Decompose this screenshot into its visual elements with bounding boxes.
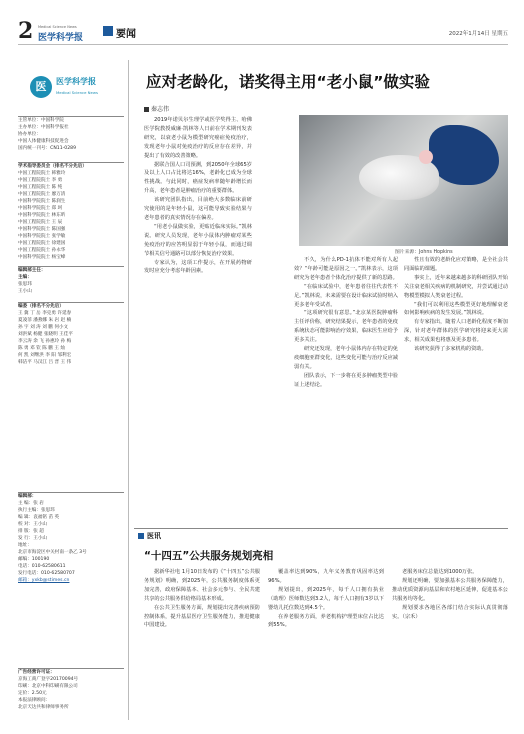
paragraph: 该研究团队指出，目前绝大多数临床前研究使用的是年轻小鼠，这可能导致实验结果与老年患者的真实情况存在偏差。 <box>144 197 252 221</box>
advisor: 中国科学院院士 张学敏 <box>18 234 66 239</box>
masthead-info <box>18 116 124 152</box>
article-column-2 <box>294 256 398 526</box>
committee-row: 何 凯 刘继洪 李 阳 邹利宏 <box>18 353 72 358</box>
masthead-cn: 医学科学报 <box>38 33 84 43</box>
paragraph: 性且有效的老龄化应对策略，是全社会共同面临的课题。 <box>404 257 508 272</box>
advisor: 中国科学院院士 林东昕 <box>18 213 66 218</box>
advisory-committee <box>18 162 124 261</box>
masthead <box>38 25 98 43</box>
news-marker-icon <box>138 533 144 539</box>
logo-en: Medical Science News <box>56 90 98 95</box>
logo-cn: 医学科学报 <box>56 77 96 86</box>
paragraph: 不久，为什么PD-1抗体不能对所有人起效？“年龄可能是原因之一。”凯林表示，这项研究为老年患者个体化治疗提供了新的思路。 <box>294 257 398 281</box>
advisor: 中国工程院院士 徐建国 <box>18 241 66 246</box>
print-info <box>18 668 124 711</box>
column-divider <box>128 60 129 720</box>
committee-row: 王 冀 丁 岳 李克勇 许延春 <box>18 311 72 316</box>
paragraph: 规划还明确，要加强基本公共服务保障能力，推动优质资源向基层和农村地区延伸，促进基本公共服务均等化。 <box>392 577 508 602</box>
advisory-heading: 学术指导委员会（排名不分先后） <box>18 164 87 169</box>
advisor: 中国科学院院士 陈润生 <box>18 199 66 204</box>
committee-row: 李云涛 余 飞 孙惠玲 孙 梅 <box>18 339 72 344</box>
advisor: 中国工程院院士 韩雅玲 <box>18 171 66 176</box>
contact-line: 发 行：王小山 <box>18 536 48 541</box>
chief-editor: 王小山 <box>18 289 32 294</box>
paragraph: “我们可以利用这些模型更好地理解衰老如何影响疾病的发生发展。”凯林说。 <box>404 301 508 317</box>
author-name: 秦志伟 <box>151 106 170 113</box>
advisor: 中国工程院院士 陈 纯 <box>18 185 63 190</box>
paragraph: 团队表示，下一步将在更多肿瘤类型中验证上述结论。 <box>294 372 398 388</box>
print-line: 本报法律顾问： <box>18 698 51 703</box>
print-line: 京海工商广登字20170094号 <box>18 677 79 682</box>
paragraph: 有专家指出，随着人口老龄化程度不断加深，针对老年群体的医学研究将迎来更大需求，相关成果也将惠及更多患者。 <box>404 319 508 344</box>
chief-editor: 张思玮 <box>18 282 32 287</box>
news-section-label: 医讯 <box>147 532 161 540</box>
news-column-2 <box>268 568 384 728</box>
chief-editor-heading: 主编： <box>18 275 32 280</box>
photo-caption: 图片来源：Johns Hopkins <box>395 250 453 255</box>
paragraph: 事实上，近年来越来越多的科研团队开始关注衰老相关疾病的机制研究，并尝试通过动物模型模拟人类衰老过程。 <box>404 274 508 299</box>
contact-line: 执行主编：张思玮 <box>18 508 55 513</box>
main-content <box>134 48 508 728</box>
advisor: 中国工程院院士 王 辰 <box>18 220 63 225</box>
print-line: 北京天达共和律师事务所 <box>18 705 69 710</box>
mouse-ear <box>419 150 433 164</box>
print-heading: 广告经营许可证： <box>18 670 55 675</box>
committee-row: 韩洁平 马汉江 吕 晋 王 伟 <box>18 360 72 365</box>
contact-line: 主 编：张 岩 <box>18 501 44 506</box>
editorial-heading: 编辑部主任： <box>18 268 46 273</box>
paragraph: “这项研究很有意思。”北京某医院肿瘤科主任评价称，研究结果提示，老年患者的免疫系统状态可能影响治疗效果，临床医生应给予更多关注。 <box>294 310 398 344</box>
committee-heading: 编委（排名不分先后） <box>18 304 64 309</box>
article-byline <box>144 104 169 113</box>
paragraph: 在公共卫生服务方面，规划提出完善疾病预防控制体系，提升基层医疗卫生服务能力，推进健康中国建设。 <box>144 604 260 629</box>
issue-date: 2022年1月14日 星期五 <box>448 31 508 37</box>
contacts-heading: 编辑部： <box>18 494 37 499</box>
paragraph: “在临床试验中，老年患者往往代表性不足。”凯林说，未来需要在设计临床试验时纳入更多老年受试者。 <box>294 283 398 308</box>
article-column-3 <box>404 256 508 526</box>
advisor: 中国科学院院士 杨宝峰 <box>18 255 66 260</box>
contact-line: 电话：010-62580611 <box>18 564 66 569</box>
paragraph: 2019年诺贝尔生理学或医学奖得主、哈佛医学院教授威廉·凯林等人日前在学术期刊发表研究，以衰老小鼠为模型研究癌症免疫治疗，发现老年小鼠对免疫治疗的反应存在差异，并提出了有效的改善策略。 <box>144 117 252 159</box>
contact-line: 发行电话：010-62580707 <box>18 571 75 576</box>
section-marker-icon <box>103 26 113 36</box>
masthead-en: Medical Science News <box>38 25 77 29</box>
logo-icon: 医 <box>30 76 52 98</box>
editorial-dept <box>18 266 124 295</box>
contact-line: 编 辑：袁福铭 苗 英 <box>18 515 60 520</box>
advisor: 中国科学院院士 郑 珂 <box>18 206 63 211</box>
editorial-committee <box>18 302 124 366</box>
info-line: 主管单位：中国科学院 <box>18 118 64 123</box>
info-line: 主办单位：中国科学报社 <box>18 125 69 130</box>
paragraph: 覆盖率达到90%，九年义务教育巩固率达到96%。 <box>268 569 384 584</box>
page-header <box>18 18 508 45</box>
advisor: 中国科学院院士 陈国强 <box>18 227 66 232</box>
news-section-tag <box>138 531 161 541</box>
gloved-hand <box>429 125 499 185</box>
article-column-1 <box>144 116 252 526</box>
contact-info <box>18 492 124 584</box>
article-title: 应对老龄化，诺奖得主用“老小鼠”做实验 <box>146 73 430 91</box>
contact-line: 北京市海淀区中关村南一条乙 3号 <box>18 550 87 555</box>
committee-row: 夏凌菲 潘燕娜 朱 岩 赵 楠 <box>18 318 72 323</box>
paragraph: 规划要求各地区各部门结合实际认真贯彻落实。（宗禾） <box>392 604 508 620</box>
article-photo-lab-mouse <box>299 115 508 246</box>
paragraph: 专家认为，这项工作提示，在开展药物研发时应充分考虑年龄因素。 <box>144 259 252 275</box>
paragraph: 据新华社电 1月10日发布的《“十四五”公共服务规划》明确，到2025年，公共服务制度体系更加完善，政府保障基本、社会多元参与、全民共建共享的公共服务供给格局基本形成。 <box>144 569 260 602</box>
print-line: 印刷：北京中科印刷有限公司 <box>18 684 78 689</box>
info-line: 中国人体健康科技促进会 <box>18 139 69 144</box>
news-section-bar <box>134 528 508 541</box>
news-column-1 <box>144 568 260 728</box>
contact-line: 邮编：100190 <box>18 557 50 562</box>
paragraph: 规划提出，到2025年，每千人口拥有执业（助理）医师数达到3.2人，每千人口拥有3岁以下婴幼儿托位数达到4.5个。 <box>268 586 384 611</box>
contact-line: 地址： <box>18 543 32 548</box>
news-title: “十四五”公共服务规划亮相 <box>144 550 274 562</box>
advisor: 中国工程院院士 廖万清 <box>18 192 66 197</box>
committee-row: 陈 勇 邓 钦 陈 鹏 王 灿 <box>18 346 65 351</box>
contact-line: 校 对：王小山 <box>18 522 48 527</box>
print-line: 定价：2.50元 <box>18 691 47 696</box>
page-number: 2 <box>18 18 34 44</box>
contact-email[interactable]: 邮箱：yxkb@stimes.cn <box>18 578 70 583</box>
section-title: 要闻 <box>116 29 136 40</box>
info-line: 国内统一刊号：CN11-0289 <box>18 146 76 151</box>
committee-row: 孙 宇 刘 涛 刘 鹏 何小文 <box>18 325 69 330</box>
paragraph: 在养老服务方面，养老机构护理型床位占比达到55%。 <box>268 613 384 629</box>
paragraph: 老服务床位总量达到1000万张。 <box>402 569 478 575</box>
sidebar <box>18 70 124 720</box>
news-column-3 <box>392 568 508 728</box>
info-line: 协办单位： <box>18 132 41 137</box>
advisor: 中国工程院院士 孙永华 <box>18 248 66 253</box>
committee-row: 刘洪斌 杨健 张晓明 王佳平 <box>18 332 73 337</box>
newspaper-logo <box>18 70 124 112</box>
contact-line: 排 版：张 超 <box>18 529 44 534</box>
paragraph: 研究还发现，老年小鼠体内存在特定的免疫细胞亚群变化，这些变化可能与治疗反应减弱有关。 <box>294 346 398 370</box>
paragraph: 该研究获得了多家机构的资助。 <box>414 346 487 353</box>
paragraph: “用老小鼠做实验，更贴近临床实际。”凯林说。研究人员发现，老年小鼠体内肿瘤对某些免疫治疗的应答明显弱于年轻小鼠，而通过调节相关信号通路可以部分恢复治疗效果。 <box>144 223 252 257</box>
paragraph: 据联合国人口司预测，到2050年全球65岁及以上人口占比将达16%，老龄化已成为全球性挑战。与此同时，癌症发病率随年龄增长而升高，老年患者是肿瘤治疗的重要群体。 <box>144 161 252 195</box>
byline-marker-icon <box>144 107 149 112</box>
advisor: 中国工程院院士 李 勇 <box>18 178 63 183</box>
